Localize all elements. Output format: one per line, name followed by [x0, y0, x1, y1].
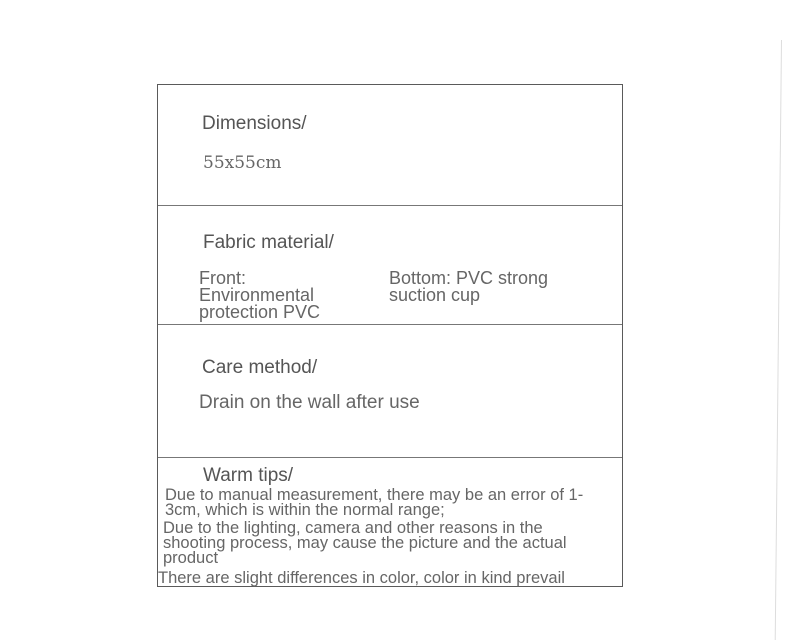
care-heading: Care method/: [202, 357, 318, 378]
fabric-bottom-line2: suction cup: [389, 285, 481, 305]
fabric-heading: Fabric material/: [203, 232, 334, 253]
tips-line1: Due to manual measurement, there may be an error of 1-: [165, 486, 584, 504]
tips-line3: Due to the lighting, camera and other reasons in the: [163, 519, 543, 537]
tips-section: [158, 458, 622, 586]
tips-line5: product: [163, 549, 219, 567]
tips-heading: Warm tips/: [203, 465, 294, 486]
dimensions-heading: Dimensions/: [202, 113, 307, 134]
fabric-section: [158, 206, 622, 324]
care-section: [158, 325, 622, 457]
page-edge-line: [775, 40, 788, 640]
tips-line6: There are slight differences in color, color in kind prevail: [158, 569, 565, 587]
care-text: Drain on the wall after use: [199, 392, 420, 413]
fabric-front-line2: Environmental: [199, 285, 315, 305]
dimensions-value: 55x55cm: [203, 153, 282, 173]
fabric-front-label: Front:: [199, 268, 247, 288]
product-spec-card: [157, 84, 623, 587]
tips-line4: shooting process, may cause the picture and the actual: [163, 534, 567, 552]
fabric-front-line3: protection PVC: [199, 302, 321, 322]
fabric-bottom-line1: Bottom: PVC strong: [389, 268, 549, 288]
tips-line2: 3cm, which is within the normal range;: [165, 501, 445, 519]
dimensions-section: [158, 85, 622, 205]
